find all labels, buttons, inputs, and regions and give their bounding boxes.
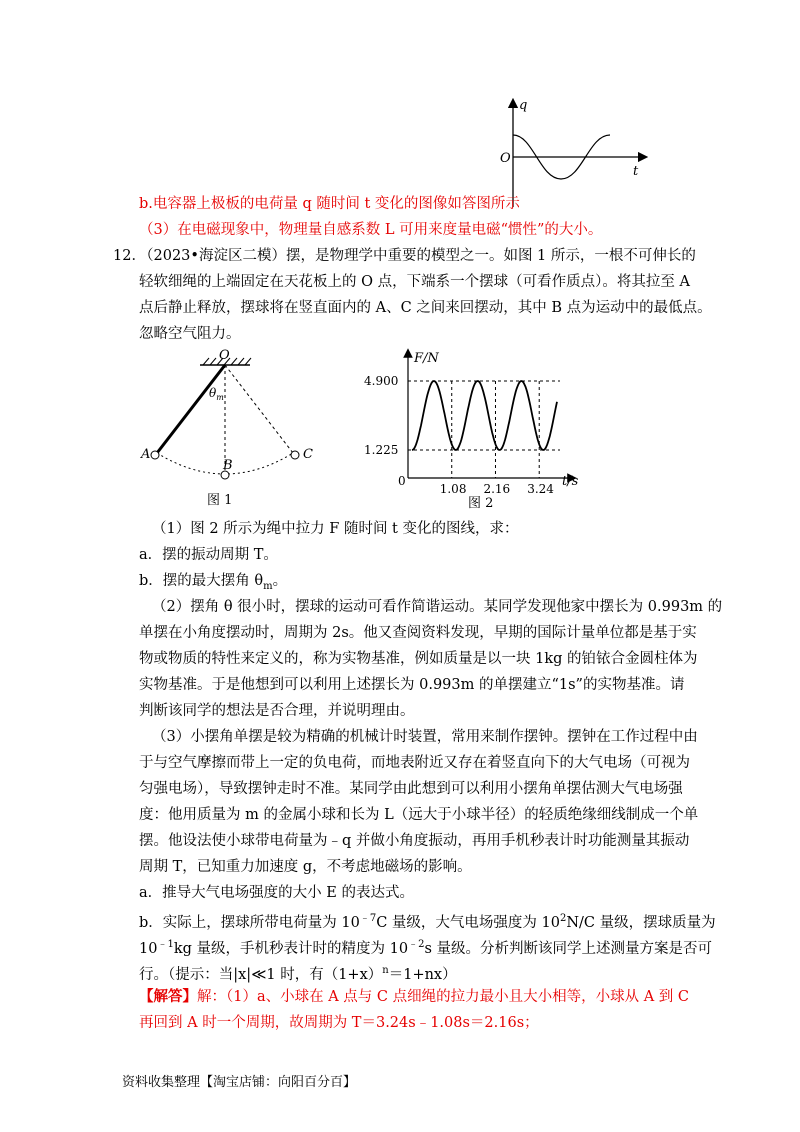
y-axis-label: F/N (414, 351, 439, 366)
q2-line-2: 单摆在小角度摆动时，周期为 2s。他又查阅资料发现，早期的国际计量单位都是基于实 (139, 625, 697, 641)
label-c: C (303, 447, 313, 462)
q3-line-5: 摆。他设法使小球带电荷量为﹣q 并做小角度振动，再用手机秒表计时功能测量其振动 (139, 833, 690, 849)
origin-label-fig2: 0 (398, 474, 406, 488)
y-max-label: 4.900 (364, 374, 399, 388)
label-o: O (219, 348, 230, 363)
x-tick-label: 1.08 (439, 482, 467, 496)
figure-1-pendulum (135, 345, 325, 510)
answer-line-1: 【解答】解：（1）a、小球在 A 点与 C 点细绳的拉力最小且大小相等，小球从 A 到 C (139, 988, 690, 1005)
q3-b-line-3: 行。（提示：当|x|≪1 时，有$(1+x)^n=1+nx$） (139, 965, 457, 983)
label-a: A (141, 447, 151, 462)
q3-line-2: 于与空气摩擦而带上一定的负电荷，而地表附近又存在着竖直向下的大气电场（可视为 (139, 755, 690, 771)
answer-3-text: （3）在电磁现象中，物理量自感系数 L 可用来度量电磁“惯性”的大小。 (139, 222, 603, 238)
figure-2-caption: 图 2 (468, 496, 494, 511)
q3-a: a．推导大气电场强度的大小 E 的表达式。 (139, 885, 414, 901)
q3-b-line-2: $10^{﹣1}kg$ 量级，手机秒表计时的精度为 $10^{﹣2}s$ 量级。分析判断该同学上述测量方案是否可 (139, 939, 713, 957)
label-b: B (223, 458, 233, 473)
q3-line-1: （3）小摆角单摆是较为精确的机械计时装置，常用来制作摆钟。摆钟在工作过程中由 (152, 729, 698, 745)
figure-2-force-graph (360, 345, 590, 515)
y-min-label: 1.225 (364, 443, 399, 457)
answer-line-2: 再回到 A 时一个周期，故周期为 T＝3.24s﹣1.08s＝2.16s； (139, 1015, 539, 1031)
q1-a: a．摆的振动周期 T。 (139, 547, 278, 563)
q3-b-line-1: b．实际上，摆球所带电荷量为 $10^{﹣7}C$ 量级，大气电场强度为 $10^2N/C$ 量级，摆球质量为 (139, 913, 716, 931)
x-tick-label: 3.24 (527, 482, 554, 496)
t-axis-label: t (633, 164, 639, 179)
q2-line-1: （2）摆角 θ 很小时，摆球的运动可看作简谐运动。某同学发现他家中摆长为 0.993m 的 (152, 599, 723, 615)
q2-line-3: 物或物质的特性来定义的，称为实物基准，例如质量是以一块 1kg 的铂铱合金圆柱体为 (139, 651, 698, 667)
origin-label: O (500, 151, 511, 166)
x-axis-label: t/s (562, 474, 579, 489)
q3-line-6: 周期 T，已知重力加速度 g，不考虑地磁场的影响。 (139, 859, 472, 875)
problem-line-1: （2023•海淀区二模）摆，是物理学中重要的模型之一。如图 1 所示，一根不可伸长的 (139, 248, 696, 264)
problem-line-3: 点后静止释放，摆球将在竖直面内的 A、C 之间来回摆动，其中 B 点为运动中的最低点。 (139, 300, 712, 316)
answer-tag: 【解答】 (139, 988, 197, 1005)
q1-b: b．摆的最大摆角 $\theta_m$。 (139, 573, 288, 592)
bob-c (291, 451, 299, 459)
q-t-graph (495, 95, 655, 210)
problem-line-4: 忽略空气阻力。 (139, 326, 241, 342)
q3-line-4: 度：他用质量为 m 的金属小球和长为 L（远大于小球半径）的轻质绝缘细线制成一个单 (139, 807, 699, 823)
label-theta: $\theta_m$ (209, 386, 224, 402)
q2-line-4: 实物基准。于是他想到可以利用上述摆长为 0.993m 的单摆建立“1s”的实物基准。请 (139, 677, 685, 693)
x-tick-label: 2.16 (483, 482, 511, 496)
figure-1-caption: 图 1 (207, 493, 233, 508)
bob-a (151, 451, 159, 459)
q-axis-label: q (519, 98, 528, 113)
q1-intro: （1）图 2 所示为绳中拉力 F 随时间 t 变化的图线，求： (152, 521, 519, 537)
q3-line-3: 匀强电场），导致摆钟走时不准。某同学由此想到可以利用小摆角单摆估测大气电场强 (139, 781, 683, 797)
problem-line-2: 轻软细绳的上端固定在天花板上的 O 点，下端系一个摆球（可看作质点）。将其拉至 A (139, 274, 690, 290)
q2-line-5: 判断该同学的想法是否合理，并说明理由。 (139, 703, 415, 719)
problem-number: 12． (113, 248, 146, 264)
footer-text: 资料收集整理【淘宝店铺：向阳百分百】 (122, 1075, 357, 1090)
answer-b-text: b.电容器上极板的电荷量 q 随时间 t 变化的图像如答图所示 (139, 196, 520, 212)
pendulum-string (157, 365, 225, 453)
force-curve (412, 381, 557, 450)
